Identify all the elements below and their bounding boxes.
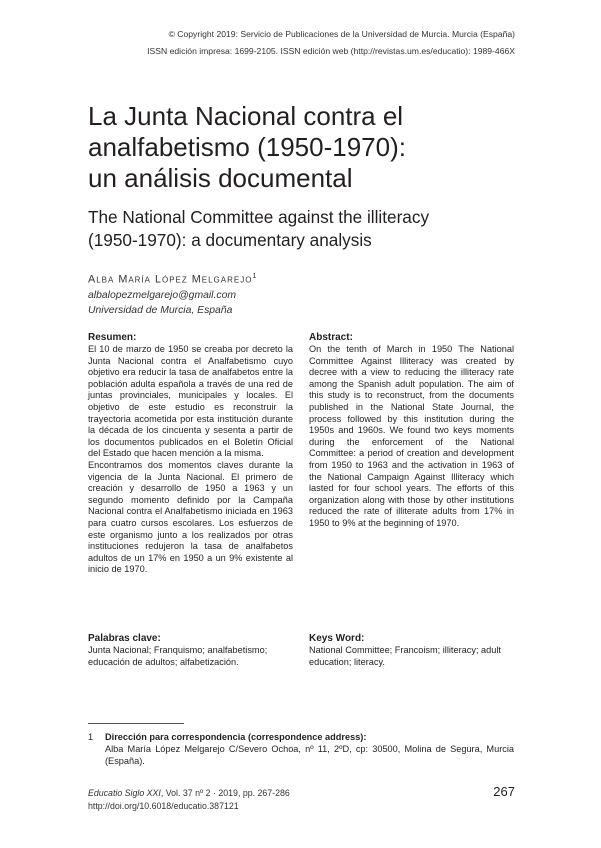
abstract-paragraph: On the tenth of March in 1950 The National Committee Against Illiteracy was created by decree with a view to reducing the illiteracy rate among the Spanish adult population. The aim of this study is to reconstruct, from the documents published in the National State Journal, the process followed by this institution during the 1950s and 1960s. We found two keys moments during the enforcement of the National Committee: a period of creation and development from 1950 to 1963 and the activation in 1963 of the National Campaign Against Illiteracy which lasted for four school years. The efforts of this organization along with those by other institutions reduced the rate of illiterate adults from 17% in 1950 to 9% at the beginning of 1970.	[309, 344, 514, 528]
title-es-line-2: analfabetismo (1950-1970):	[88, 132, 406, 162]
page-number: 267	[493, 784, 515, 799]
doi-link[interactable]: http://doi.org/10.6018/educatio.387121	[88, 801, 239, 811]
author-email[interactable]: albalopezmelgarejo@gmail.com	[88, 289, 237, 301]
copyright-line: © Copyright 2019: Servicio de Publicaciones de la Universidad de Murcia. Murcia (España)	[168, 29, 515, 39]
author-name	[88, 269, 256, 288]
author-institution: Universidad de Murcia, España	[88, 304, 233, 316]
footnote-heading: Dirección para correspondencia (correspondence address):	[105, 732, 367, 742]
abstract-heading: Abstract:	[309, 332, 353, 343]
footnote-number: 1	[88, 732, 94, 742]
title-english	[88, 206, 528, 252]
title-en-line-1: The National Committee against the illiteracy	[88, 207, 430, 227]
title-spanish	[88, 101, 528, 194]
palabras-clave-text: Junta Nacional; Franquismo; analfabetismo; educación de adultos; alfabetización.	[88, 645, 268, 667]
author-footnote-mark: 1	[252, 273, 257, 280]
abstract-column	[309, 332, 514, 667]
page-footer	[88, 787, 290, 813]
footnote-body: Alba María López Melgarejo C/Severo Ochoa, nº 11, 2ºD, cp: 30500, Molina de Segura, Murcia (España).	[105, 744, 514, 766]
title-en-line-2: (1950-1970): a documentary analysis	[88, 230, 372, 250]
citation-details: , Vol. 37 nº 2 · 2019, pp. 267-286	[160, 788, 290, 798]
author-name-text: Alba María López Melgarejo	[88, 273, 253, 286]
keywords-heading: Keys Word:	[309, 633, 365, 644]
footnote	[88, 731, 514, 767]
copyright-header	[147, 26, 515, 60]
journal-name: Educatio Siglo XXI	[88, 788, 161, 798]
title-es-line-1: La Junta Nacional contra el	[88, 101, 404, 131]
issn-line: ISSN edición impresa: 1699-2105. ISSN edición web (http://revistas.um.es/educatio): 1989-466X	[147, 46, 515, 56]
author-block	[88, 269, 256, 318]
resumen-paragraph-1: El 10 de marzo de 1950 se creaba por decreto la Junta Nacional contra el Analfabetismo cuyo objetivo era reducir la tasa de analfabetos entre la población adulta española a través de una red de juntas provinciales, municipales y locales. El objetivo de este estudio es reconstruir la trayectoria acometida por esta institución durante la década de los cincuenta y sesenta a partir de los documentos publicados en el Boletín Oficial del Estado que hacen mención a la misma.	[88, 344, 293, 459]
keywords-text: National Committee; Francoism; illiteracy; adult education; literacy.	[309, 645, 501, 667]
footnote-divider	[88, 723, 184, 724]
title-es-line-3: un análisis documental	[88, 163, 353, 193]
resumen-paragraph-2: Encontramos dos momentos claves durante la vigencia de la Junta Nacional. El primero de creación y desarrollo de 1950 a 1963 y un segundo momento definido por la Campaña Nacional contra el Analfabetismo iniciada en 1963 para cuatro cursos escolares. Los esfuerzos de este organismo junto a los realizados por otras instituciones redujeron la tasa de analfabetos adultos de un 17% en 1950 a un 9% existente al inicio de 1970.	[88, 459, 293, 575]
citation-line	[88, 787, 290, 800]
palabras-clave-heading: Palabras clave:	[88, 633, 161, 644]
resumen-column	[88, 332, 293, 667]
resumen-heading: Resumen:	[88, 332, 137, 343]
